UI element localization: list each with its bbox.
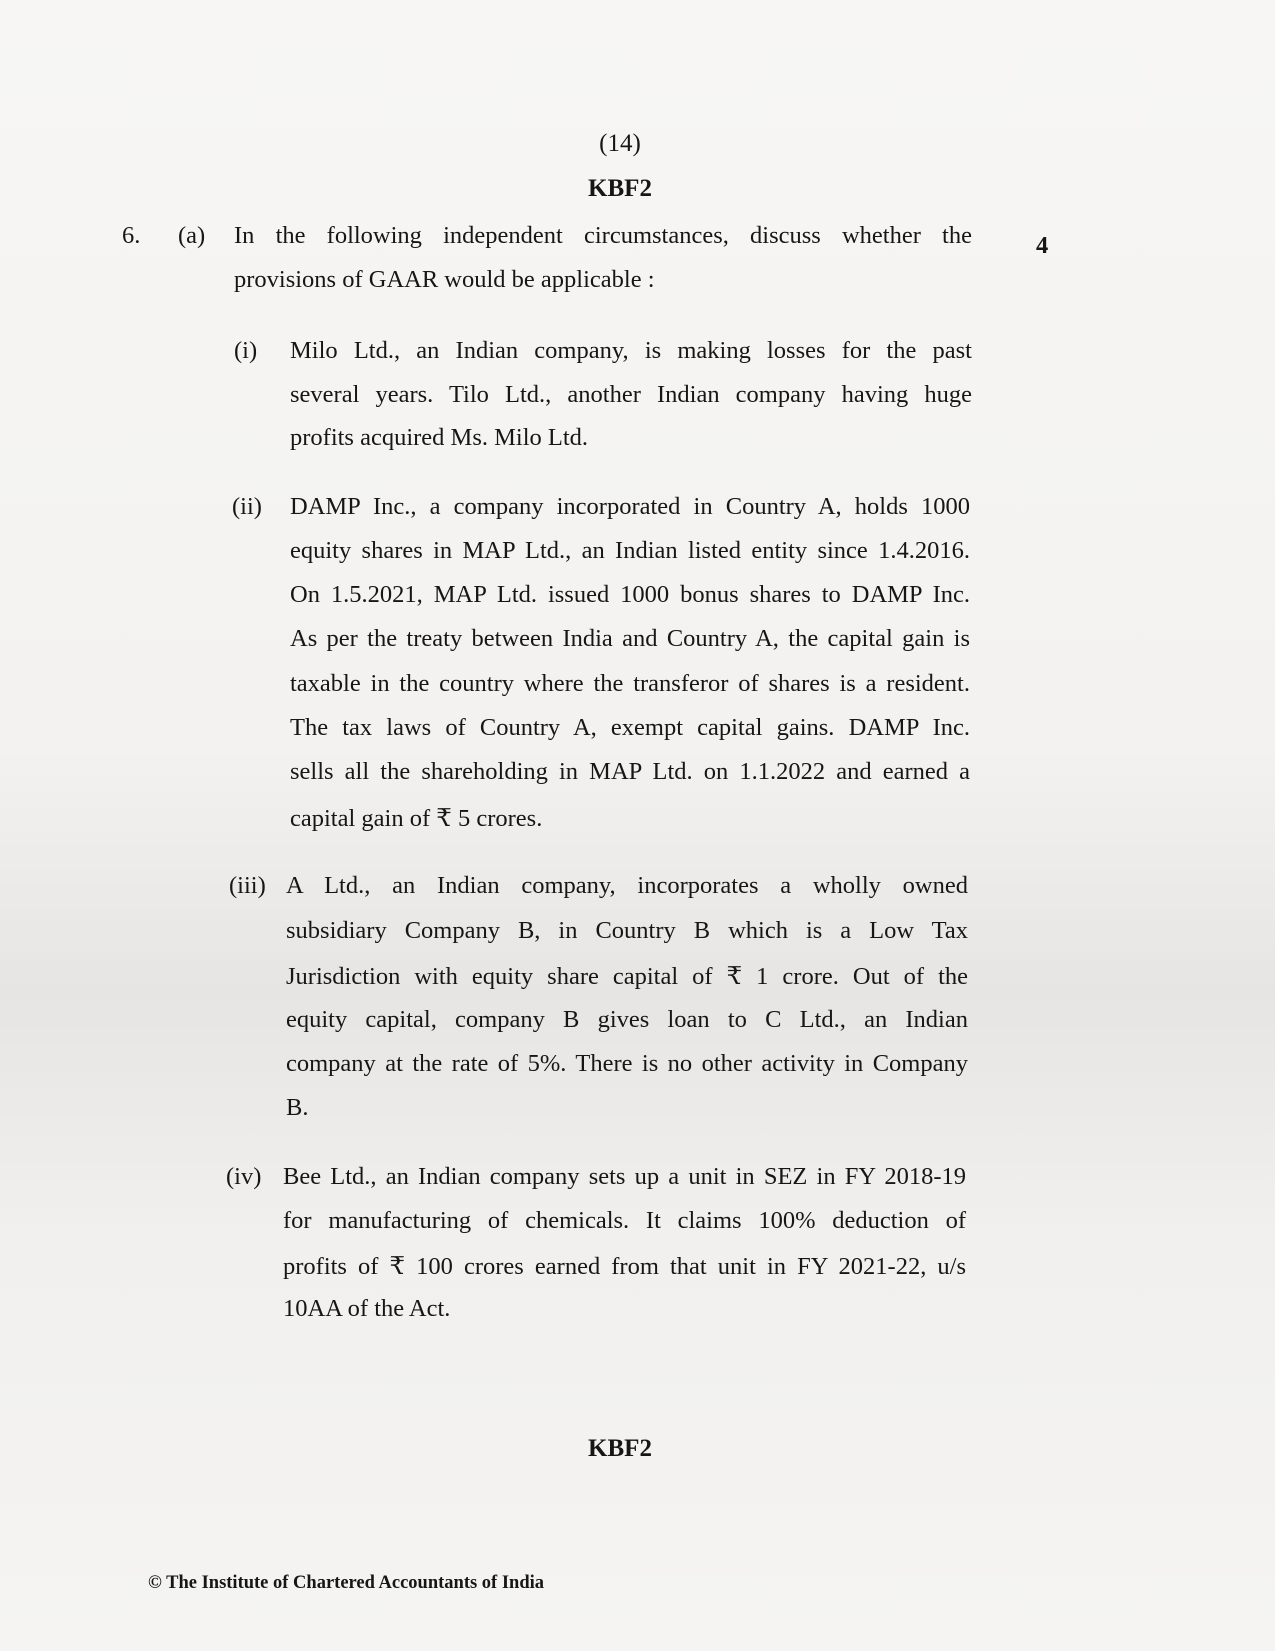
item-ii-line-6: The tax laws of Country A, exempt capital gains. DAMP Inc.	[290, 714, 970, 741]
item-ii-line-2: equity shares in MAP Ltd., an Indian listed entity since 1.4.2016.	[290, 537, 970, 564]
item-ii-line-5: taxable in the country where the transferor of shares is a resident.	[290, 670, 970, 697]
page-number: (14)	[599, 130, 641, 157]
item-iii-line-6: B.	[286, 1094, 309, 1121]
item-iii-line-1: A Ltd., an Indian company, incorporates a wholly owned	[286, 872, 968, 899]
item-iv-line-4: 10AA of the Act.	[283, 1295, 451, 1322]
question-intro-line-2: provisions of GAAR would be applicable :	[234, 266, 655, 293]
item-iii-line-3: Jurisdiction with equity share capital of ₹ 1 crore. Out of the	[286, 963, 968, 990]
item-label-iv: (iv)	[226, 1163, 262, 1190]
intro-text-1: In the following independent circumstances, discuss whether the	[234, 222, 972, 249]
item-ii-line-1: DAMP Inc., a company incorporated in Country A, holds 1000	[290, 493, 970, 520]
paper-code-footer: KBF2	[588, 1435, 652, 1462]
item-label-iii: (iii)	[229, 872, 266, 899]
question-intro-line-1	[234, 222, 972, 250]
item-ii-line-4: As per the treaty between India and Country A, the capital gain is	[290, 625, 970, 652]
item-i-line-1: Milo Ltd., an Indian company, is making losses for the past	[290, 337, 972, 364]
item-iv-line-3: profits of ₹ 100 crores earned from that unit in FY 2021-22, u/s	[283, 1253, 966, 1280]
item-i-line-2: several years. Tilo Ltd., another Indian company having huge	[290, 381, 972, 408]
marks: 4	[1036, 232, 1049, 259]
item-iv-line-2: for manufacturing of chemicals. It claims 100% deduction of	[283, 1207, 966, 1234]
paper-code-header: KBF2	[588, 175, 652, 202]
copyright-footer: © The Institute of Chartered Accountants of India	[148, 1573, 545, 1593]
item-ii-line-8: capital gain of ₹ 5 crores.	[290, 805, 543, 832]
item-iv-line-1: Bee Ltd., an Indian company sets up a unit in SEZ in FY 2018-19	[283, 1163, 966, 1190]
question-number: 6.	[122, 222, 141, 249]
item-iii-line-5: company at the rate of 5%. There is no other activity in Company	[286, 1050, 968, 1077]
item-label-ii: (ii)	[232, 493, 262, 520]
item-ii-line-3: On 1.5.2021, MAP Ltd. issued 1000 bonus shares to DAMP Inc.	[290, 581, 970, 608]
item-iii-line-4: equity capital, company B gives loan to C Ltd., an Indian	[286, 1006, 968, 1033]
item-i-line-3: profits acquired Ms. Milo Ltd.	[290, 424, 589, 451]
question-part-label: (a)	[178, 222, 206, 249]
item-label-i: (i)	[234, 337, 258, 364]
item-ii-line-7: sells all the shareholding in MAP Ltd. on 1.1.2022 and earned a	[290, 758, 970, 785]
item-iii-line-2: subsidiary Company B, in Country B which is a Low Tax	[286, 917, 968, 944]
